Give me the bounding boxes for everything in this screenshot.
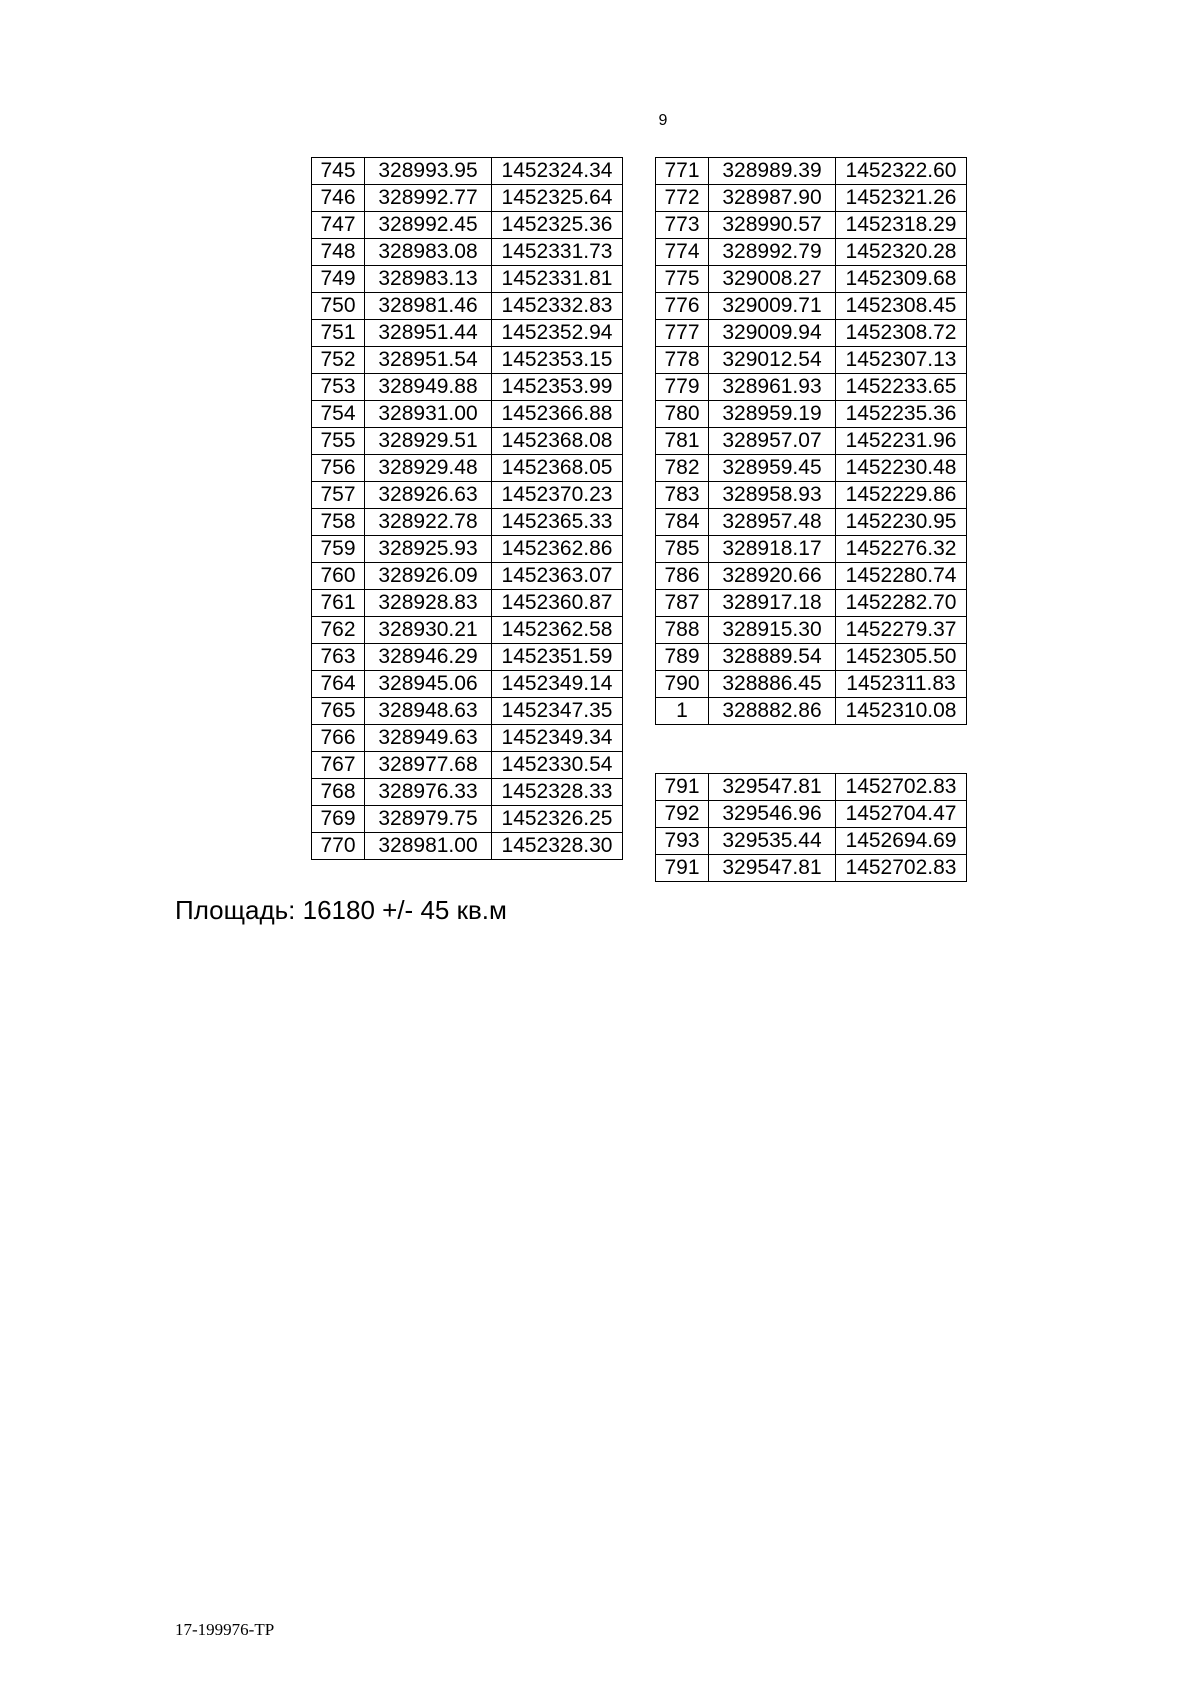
point-number-cell: 750 <box>312 293 365 320</box>
y-coordinate-cell: 1452282.70 <box>836 590 967 617</box>
x-coordinate-cell: 329547.81 <box>709 855 836 882</box>
point-number-cell: 771 <box>656 158 709 185</box>
x-coordinate-cell: 328922.78 <box>365 509 492 536</box>
y-coordinate-cell: 1452362.86 <box>492 536 623 563</box>
x-coordinate-cell: 328959.19 <box>709 401 836 428</box>
y-coordinate-cell: 1452325.64 <box>492 185 623 212</box>
point-number-cell: 767 <box>312 752 365 779</box>
x-coordinate-cell: 329535.44 <box>709 828 836 855</box>
point-number-cell: 784 <box>656 509 709 536</box>
y-coordinate-cell: 1452349.14 <box>492 671 623 698</box>
x-coordinate-cell: 328958.93 <box>709 482 836 509</box>
y-coordinate-cell: 1452231.96 <box>836 428 967 455</box>
x-coordinate-cell: 328987.90 <box>709 185 836 212</box>
x-coordinate-cell: 328976.33 <box>365 779 492 806</box>
table-row <box>656 536 967 563</box>
x-coordinate-cell: 328959.45 <box>709 455 836 482</box>
x-coordinate-cell: 328915.30 <box>709 617 836 644</box>
point-number-cell: 770 <box>312 833 365 860</box>
table-row <box>656 563 967 590</box>
y-coordinate-cell: 1452311.83 <box>836 671 967 698</box>
point-number-cell: 759 <box>312 536 365 563</box>
point-number-cell: 745 <box>312 158 365 185</box>
y-coordinate-cell: 1452363.07 <box>492 563 623 590</box>
point-number-cell: 791 <box>656 855 709 882</box>
point-number-cell: 763 <box>312 644 365 671</box>
point-number-cell: 789 <box>656 644 709 671</box>
x-coordinate-cell: 329546.96 <box>709 801 836 828</box>
point-number-cell: 790 <box>656 671 709 698</box>
point-number-cell: 762 <box>312 617 365 644</box>
x-coordinate-cell: 328928.83 <box>365 590 492 617</box>
point-number-cell: 764 <box>312 671 365 698</box>
y-coordinate-cell: 1452279.37 <box>836 617 967 644</box>
table-row <box>656 482 967 509</box>
point-number-cell: 778 <box>656 347 709 374</box>
y-coordinate-cell: 1452326.25 <box>492 806 623 833</box>
y-coordinate-cell: 1452235.36 <box>836 401 967 428</box>
x-coordinate-cell: 329009.94 <box>709 320 836 347</box>
table-row <box>312 320 623 347</box>
point-number-cell: 751 <box>312 320 365 347</box>
table-row <box>656 428 967 455</box>
x-coordinate-cell: 328926.09 <box>365 563 492 590</box>
point-number-cell: 785 <box>656 536 709 563</box>
table-row <box>656 455 967 482</box>
y-coordinate-cell: 1452694.69 <box>836 828 967 855</box>
point-number-cell: 791 <box>656 774 709 801</box>
x-coordinate-cell: 328931.00 <box>365 401 492 428</box>
y-coordinate-cell: 1452353.15 <box>492 347 623 374</box>
y-coordinate-cell: 1452328.33 <box>492 779 623 806</box>
point-number-cell: 761 <box>312 590 365 617</box>
x-coordinate-cell: 328977.68 <box>365 752 492 779</box>
point-number-cell: 749 <box>312 266 365 293</box>
point-number-cell: 756 <box>312 455 365 482</box>
y-coordinate-cell: 1452325.36 <box>492 212 623 239</box>
point-number-cell: 753 <box>312 374 365 401</box>
point-number-cell: 772 <box>656 185 709 212</box>
table-row <box>656 401 967 428</box>
x-coordinate-cell: 328889.54 <box>709 644 836 671</box>
x-coordinate-cell: 328930.21 <box>365 617 492 644</box>
point-number-cell: 746 <box>312 185 365 212</box>
y-coordinate-cell: 1452324.34 <box>492 158 623 185</box>
y-coordinate-cell: 1452351.59 <box>492 644 623 671</box>
table-row <box>312 725 623 752</box>
point-number-cell: 773 <box>656 212 709 239</box>
y-coordinate-cell: 1452362.58 <box>492 617 623 644</box>
table-row <box>656 801 967 828</box>
table-row <box>656 590 967 617</box>
x-coordinate-cell: 328949.63 <box>365 725 492 752</box>
y-coordinate-cell: 1452309.68 <box>836 266 967 293</box>
x-coordinate-cell: 328961.93 <box>709 374 836 401</box>
table-row <box>312 590 623 617</box>
point-number-cell: 769 <box>312 806 365 833</box>
x-coordinate-cell: 328886.45 <box>709 671 836 698</box>
table-row <box>656 774 967 801</box>
point-number-cell: 766 <box>312 725 365 752</box>
point-number-cell: 760 <box>312 563 365 590</box>
point-number-cell: 786 <box>656 563 709 590</box>
point-number-cell: 748 <box>312 239 365 266</box>
point-number-cell: 775 <box>656 266 709 293</box>
table-row <box>656 644 967 671</box>
area-summary: Площадь: 16180 +/- 45 кв.м <box>175 895 507 925</box>
point-number-cell: 758 <box>312 509 365 536</box>
table-row <box>312 293 623 320</box>
x-coordinate-cell: 328957.48 <box>709 509 836 536</box>
y-coordinate-cell: 1452330.54 <box>492 752 623 779</box>
table-row <box>312 698 623 725</box>
y-coordinate-cell: 1452305.50 <box>836 644 967 671</box>
y-coordinate-cell: 1452321.26 <box>836 185 967 212</box>
x-coordinate-cell: 328990.57 <box>709 212 836 239</box>
y-coordinate-cell: 1452332.83 <box>492 293 623 320</box>
x-coordinate-cell: 328917.18 <box>709 590 836 617</box>
table-row <box>312 779 623 806</box>
y-coordinate-cell: 1452368.05 <box>492 455 623 482</box>
x-coordinate-cell: 328983.08 <box>365 239 492 266</box>
table-row <box>312 266 623 293</box>
table-row <box>656 855 967 882</box>
x-coordinate-cell: 328948.63 <box>365 698 492 725</box>
x-coordinate-cell: 328918.17 <box>709 536 836 563</box>
y-coordinate-cell: 1452328.30 <box>492 833 623 860</box>
table-row <box>656 293 967 320</box>
y-coordinate-cell: 1452310.08 <box>836 698 967 725</box>
y-coordinate-cell: 1452349.34 <box>492 725 623 752</box>
table-row <box>312 563 623 590</box>
coordinates-table-left <box>311 157 623 860</box>
x-coordinate-cell: 328926.63 <box>365 482 492 509</box>
x-coordinate-cell: 328979.75 <box>365 806 492 833</box>
point-number-cell: 793 <box>656 828 709 855</box>
y-coordinate-cell: 1452322.60 <box>836 158 967 185</box>
point-number-cell: 747 <box>312 212 365 239</box>
table-row <box>312 428 623 455</box>
table-row <box>656 828 967 855</box>
y-coordinate-cell: 1452353.99 <box>492 374 623 401</box>
x-coordinate-cell: 328992.45 <box>365 212 492 239</box>
y-coordinate-cell: 1452233.65 <box>836 374 967 401</box>
coordinates-table-right-lower <box>655 773 967 882</box>
y-coordinate-cell: 1452704.47 <box>836 801 967 828</box>
y-coordinate-cell: 1452318.29 <box>836 212 967 239</box>
x-coordinate-cell: 328957.07 <box>709 428 836 455</box>
x-coordinate-cell: 328929.48 <box>365 455 492 482</box>
y-coordinate-cell: 1452365.33 <box>492 509 623 536</box>
point-number-cell: 776 <box>656 293 709 320</box>
table-row <box>656 266 967 293</box>
y-coordinate-cell: 1452230.48 <box>836 455 967 482</box>
y-coordinate-cell: 1452702.83 <box>836 855 967 882</box>
x-coordinate-cell: 328981.00 <box>365 833 492 860</box>
table-row <box>312 482 623 509</box>
x-coordinate-cell: 328981.46 <box>365 293 492 320</box>
point-number-cell: 792 <box>656 801 709 828</box>
table-row <box>656 617 967 644</box>
table-row <box>312 752 623 779</box>
table-row <box>312 644 623 671</box>
table-row <box>312 617 623 644</box>
table-row <box>312 833 623 860</box>
x-coordinate-cell: 329012.54 <box>709 347 836 374</box>
point-number-cell: 782 <box>656 455 709 482</box>
point-number-cell: 781 <box>656 428 709 455</box>
table-row <box>312 239 623 266</box>
y-coordinate-cell: 1452352.94 <box>492 320 623 347</box>
x-coordinate-cell: 328946.29 <box>365 644 492 671</box>
x-coordinate-cell: 328929.51 <box>365 428 492 455</box>
x-coordinate-cell: 329008.27 <box>709 266 836 293</box>
y-coordinate-cell: 1452360.87 <box>492 590 623 617</box>
y-coordinate-cell: 1452276.32 <box>836 536 967 563</box>
table-row <box>312 185 623 212</box>
point-number-cell: 788 <box>656 617 709 644</box>
table-row <box>656 158 967 185</box>
y-coordinate-cell: 1452370.23 <box>492 482 623 509</box>
point-number-cell: 783 <box>656 482 709 509</box>
y-coordinate-cell: 1452366.88 <box>492 401 623 428</box>
point-number-cell: 765 <box>312 698 365 725</box>
point-number-cell: 768 <box>312 779 365 806</box>
table-row <box>312 374 623 401</box>
point-number-cell: 755 <box>312 428 365 455</box>
table-row <box>656 509 967 536</box>
x-coordinate-cell: 328993.95 <box>365 158 492 185</box>
table-row <box>656 347 967 374</box>
x-coordinate-cell: 328920.66 <box>709 563 836 590</box>
table-row <box>312 212 623 239</box>
x-coordinate-cell: 328992.79 <box>709 239 836 266</box>
table-row <box>656 185 967 212</box>
y-coordinate-cell: 1452331.73 <box>492 239 623 266</box>
point-number-cell: 774 <box>656 239 709 266</box>
x-coordinate-cell: 328983.13 <box>365 266 492 293</box>
y-coordinate-cell: 1452229.86 <box>836 482 967 509</box>
x-coordinate-cell: 328992.77 <box>365 185 492 212</box>
y-coordinate-cell: 1452702.83 <box>836 774 967 801</box>
y-coordinate-cell: 1452280.74 <box>836 563 967 590</box>
page-number: 9 <box>658 112 668 129</box>
x-coordinate-cell: 328951.44 <box>365 320 492 347</box>
x-coordinate-cell: 328951.54 <box>365 347 492 374</box>
y-coordinate-cell: 1452368.08 <box>492 428 623 455</box>
table-row <box>312 455 623 482</box>
x-coordinate-cell: 328925.93 <box>365 536 492 563</box>
x-coordinate-cell: 328949.88 <box>365 374 492 401</box>
table-row <box>312 158 623 185</box>
point-number-cell: 780 <box>656 401 709 428</box>
point-number-cell: 787 <box>656 590 709 617</box>
point-number-cell: 752 <box>312 347 365 374</box>
table-row <box>312 509 623 536</box>
table-row <box>656 212 967 239</box>
x-coordinate-cell: 328945.06 <box>365 671 492 698</box>
table-row <box>656 671 967 698</box>
y-coordinate-cell: 1452230.95 <box>836 509 967 536</box>
x-coordinate-cell: 329547.81 <box>709 774 836 801</box>
point-number-cell: 779 <box>656 374 709 401</box>
x-coordinate-cell: 328989.39 <box>709 158 836 185</box>
table-row <box>312 671 623 698</box>
document-code: 17-199976-ТР <box>175 1620 275 1639</box>
table-row <box>656 374 967 401</box>
point-number-cell: 1 <box>656 698 709 725</box>
point-number-cell: 777 <box>656 320 709 347</box>
table-row <box>312 536 623 563</box>
table-row <box>312 401 623 428</box>
table-row <box>312 806 623 833</box>
table-row <box>656 320 967 347</box>
y-coordinate-cell: 1452308.45 <box>836 293 967 320</box>
y-coordinate-cell: 1452347.35 <box>492 698 623 725</box>
x-coordinate-cell: 329009.71 <box>709 293 836 320</box>
y-coordinate-cell: 1452320.28 <box>836 239 967 266</box>
coordinates-table-right-upper <box>655 157 967 725</box>
table-row <box>312 347 623 374</box>
table-row <box>656 698 967 725</box>
table-row <box>656 239 967 266</box>
y-coordinate-cell: 1452308.72 <box>836 320 967 347</box>
y-coordinate-cell: 1452331.81 <box>492 266 623 293</box>
point-number-cell: 754 <box>312 401 365 428</box>
y-coordinate-cell: 1452307.13 <box>836 347 967 374</box>
x-coordinate-cell: 328882.86 <box>709 698 836 725</box>
point-number-cell: 757 <box>312 482 365 509</box>
